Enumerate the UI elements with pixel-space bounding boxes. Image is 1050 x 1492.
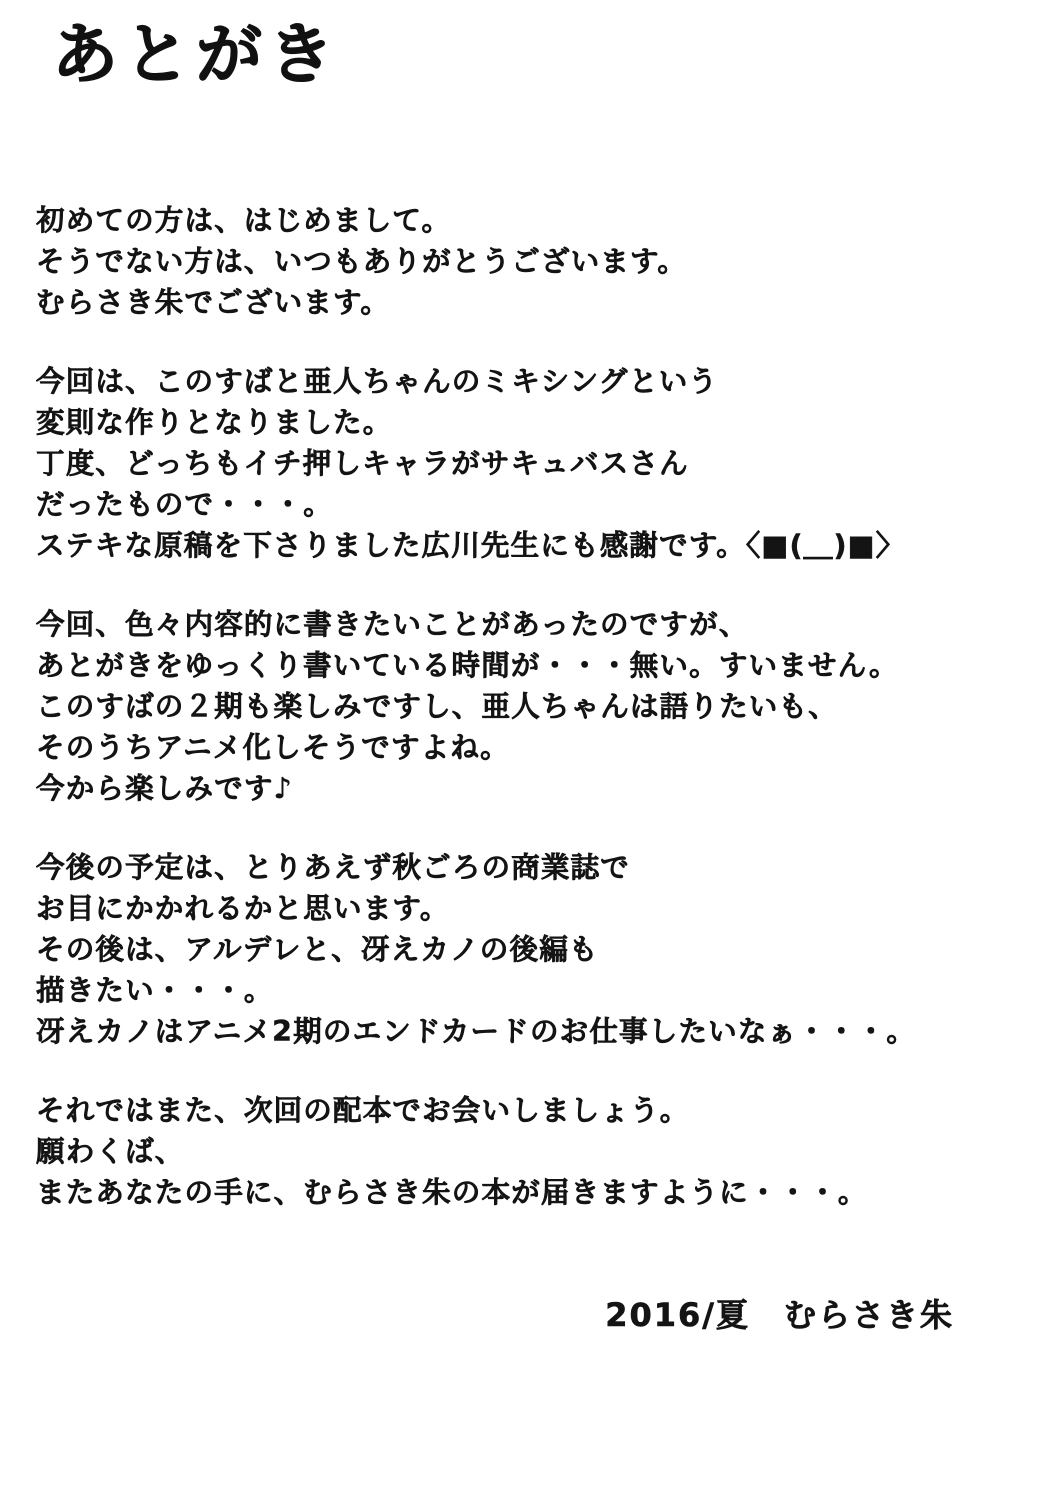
paragraph-farewell [36, 1090, 1011, 1213]
text-line: 変則な作りとなりました。 [36, 406, 393, 439]
text-line: 今から楽しみです♪ [36, 772, 293, 805]
text-line: そのうちアニメ化しそうですよね。 [36, 731, 510, 764]
paragraph-no-time [36, 604, 1011, 809]
text-line: そうでない方は、いつもありがとうございます。 [36, 245, 688, 278]
paragraph-about-this-work [36, 361, 1011, 566]
text-line: このすばの２期も楽しみですし、亜人ちゃんは語りたいも、 [36, 690, 838, 723]
text-line: だったもので・・・。 [36, 488, 334, 521]
text-line: 今回、色々内容的に書きたいことがあったのですが、 [36, 608, 749, 641]
signature: 2016/夏 むらさき朱 [605, 1296, 954, 1334]
text-line: あとがきをゆっくり書いている時間が・・・無い。すいません。 [36, 649, 899, 682]
text-line: 冴えカノはアニメ2期のエンドカードのお仕事したいなぁ・・・。 [36, 1015, 917, 1048]
text-line: その後は、アルデレと、冴えカノの後編も [36, 933, 599, 966]
page-title: あとがき [52, 16, 340, 93]
text-line: 初めての方は、はじめまして。 [36, 204, 452, 237]
text-line: 今後の予定は、とりあえず秋ごろの商業誌で [36, 851, 631, 884]
text-line: 今回は、このすばと亜人ちゃんのミキシングという [36, 365, 719, 398]
text-line: またあなたの手に、むらさき朱の本が届きますように・・・。 [36, 1176, 868, 1209]
paragraph-greeting [36, 200, 1011, 323]
text-line: 願わくば、 [36, 1135, 185, 1168]
text-line: むらさき朱でございます。 [36, 286, 391, 319]
text-line: お目にかかれるかと思います。 [36, 892, 450, 925]
afterword-body [36, 200, 1011, 1213]
text-line: ステキな原稿を下さりました広川先生にも感謝です。〈■(＿)■〉 [36, 529, 906, 562]
text-line: それではまた、次回の配本でお会いしましょう。 [36, 1094, 690, 1127]
paragraph-future-plans [36, 847, 1011, 1052]
text-line: 描きたい・・・。 [36, 974, 274, 1007]
text-line: 丁度、どっちもイチ押しキャラがサキュバスさん [36, 447, 689, 480]
